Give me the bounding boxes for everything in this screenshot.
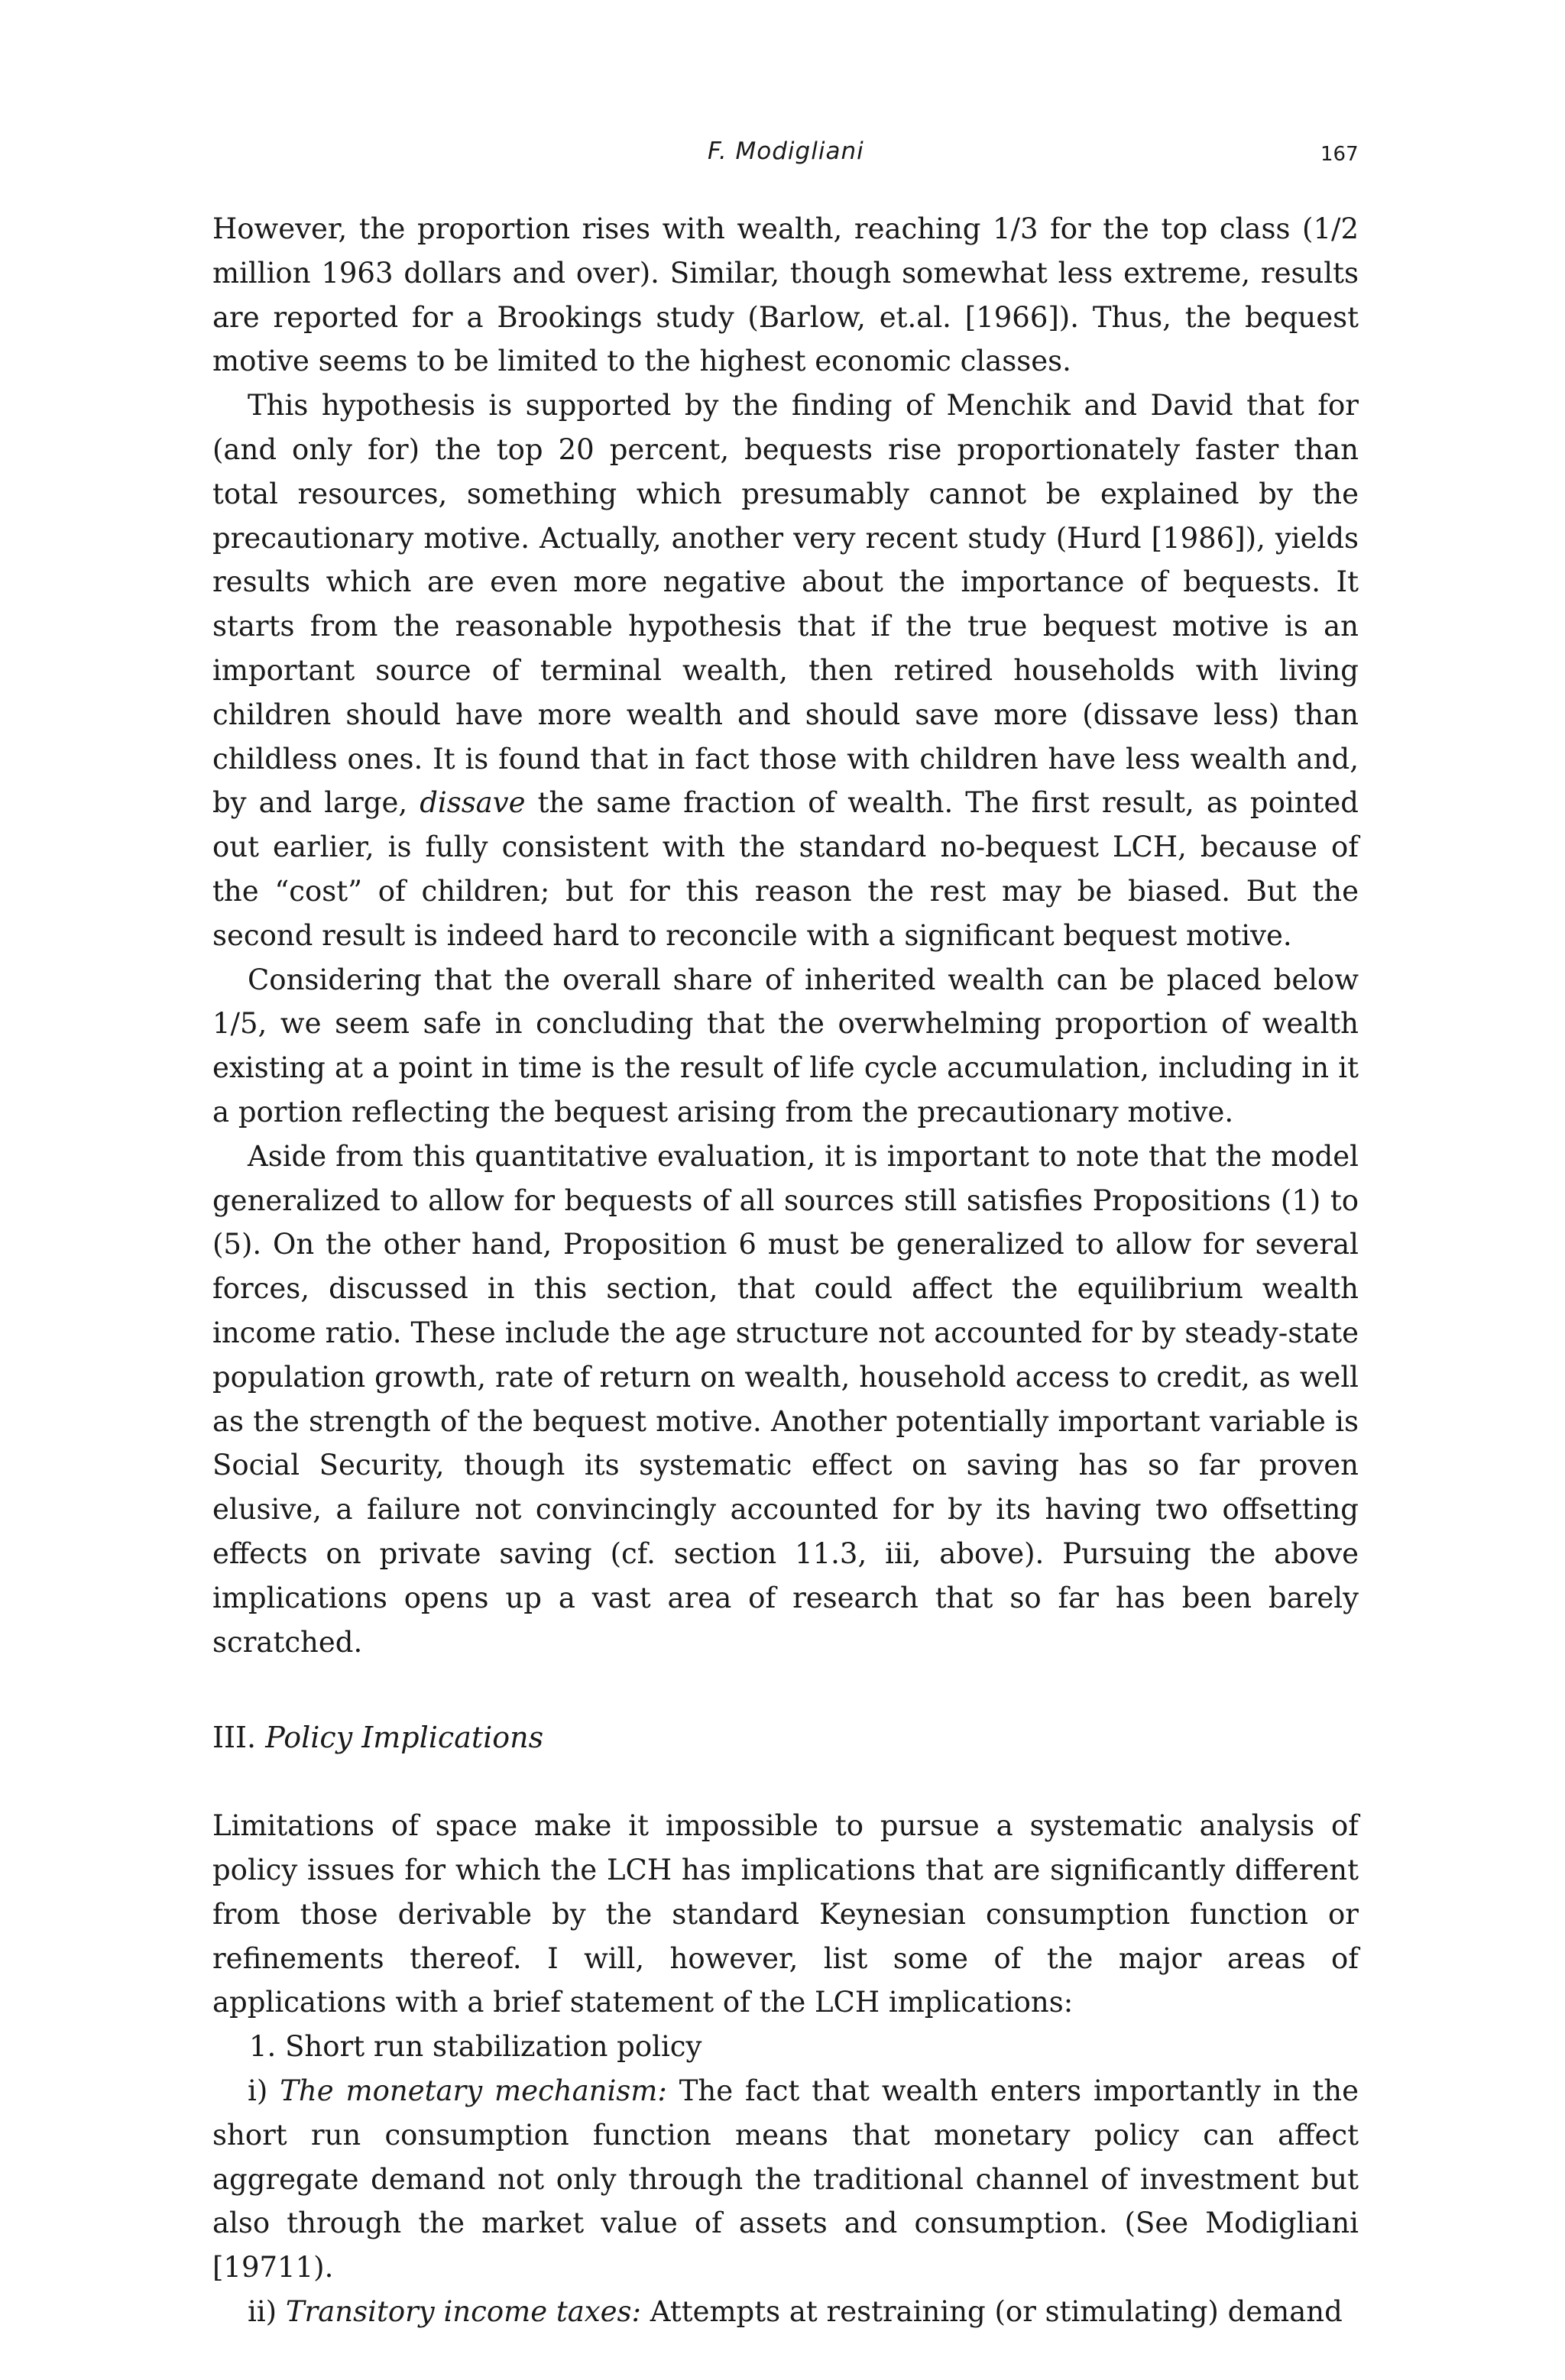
page-number: 167: [1320, 143, 1359, 166]
subitem-marker: i): [248, 2074, 268, 2108]
emphasis-dissave: dissave: [420, 786, 526, 820]
section-number: III.: [212, 1721, 257, 1755]
running-header: [0, 134, 1565, 168]
running-head-author: F. Modigliani: [708, 138, 864, 165]
subitem-monetary-mechanism: [212, 2069, 1359, 2290]
subitem-lead: The monetary mechanism:: [280, 2074, 667, 2108]
list-item-stabilization: 1. Short run stabilization policy: [249, 2030, 702, 2064]
subitem-lead: Transitory income taxes:: [285, 2295, 641, 2329]
paragraph-continuation: However, the proportion rises with wealth, reaching 1/3 for the top class (1/2 million 1963 dollars and over). Similar, though somewhat less extreme, results are reported for a Brookings study (Barlow, et.al. [1966]). Thus, the bequest motive seems to be limited to the highest economic classes.: [212, 212, 1359, 378]
subitem-text: The fact that wealth enters importantly in the short run consumption function means that monetary policy can affect aggregate demand not only through the traditional channel of investment but also through the market value of assets and consumption. (See Modigliani [19711).: [212, 2074, 1359, 2284]
section-heading: [212, 1716, 1359, 1760]
paragraph-inherited-share: Considering that the overall share of inherited wealth can be placed below 1/5, we seem safe in concluding that the overwhelming proportion of wealth existing at a point in time is the result of life cycle accumulation, including in it a portion reflecting the bequest arising from the precautionary motive.: [212, 963, 1359, 1128]
paragraph-text: the same fraction of wealth. The first result, as pointed out earlier, is fully consistent with the standard no-bequest LCH, because of the “cost” of children; but for this reason the rest may be biased. But the second result is indeed hard to reconcile with a significant bequest motive.: [212, 786, 1359, 952]
body-text: [212, 207, 1359, 2334]
paragraph-text: This hypothesis is supported by the finding of Menchik and David that for (and only for) the top 20 percent, bequests rise proportionately faster than total resources, something which presumably cannot be explained by the precautionary motive. Actually, another very recent study (Hurd [1986]), yields results which are even more negative about the importance of bequests. It starts from the reasonable hypothesis that if the true bequest motive is an important source of terminal wealth, then retired households with living children should have more wealth and should save more (dissave less) than childless ones. It is found that in fact those with children have less wealth and, by and large,: [212, 389, 1359, 820]
subitem-transitory-taxes: [212, 2290, 1359, 2334]
paragraph-bequest-evidence: [212, 384, 1359, 957]
subitem-text: Attempts at restraining (or stimulating) demand: [641, 2295, 1343, 2329]
subitem-marker: ii): [248, 2295, 277, 2329]
paragraph-propositions: Aside from this quantitative evaluation, it is important to note that the model generalized to allow for bequests of all sources still satisfies Propositions (1) to (5). On the other hand, Proposition 6 must be generalized to allow for several forces, discussed in this section, that could affect the equilibrium wealth income ratio. These include the age structure not accounted for by steady-state population growth, rate of return on wealth, household access to credit, as well as the strength of the bequest motive. Another potentially important variable is Social Security, though its systematic effect on saving has so far proven elusive, a failure not convincingly accounted for by its having two offsetting effects on private saving (cf. section 11.3, iii, above). Pursuing the above implications opens up a vast area of research that so far has been barely scratched.: [212, 1139, 1359, 1659]
section-intro-paragraph: Limitations of space make it impossible to pursue a systematic analysis of policy issues for which the LCH has implications that are significantly different from those derivable by the standard Keynesian consumption function or refinements thereof. I will, however, list some of the major areas of applications with a brief statement of the LCH implications:: [212, 1809, 1359, 2019]
section-title: Policy Implications: [265, 1721, 544, 1755]
